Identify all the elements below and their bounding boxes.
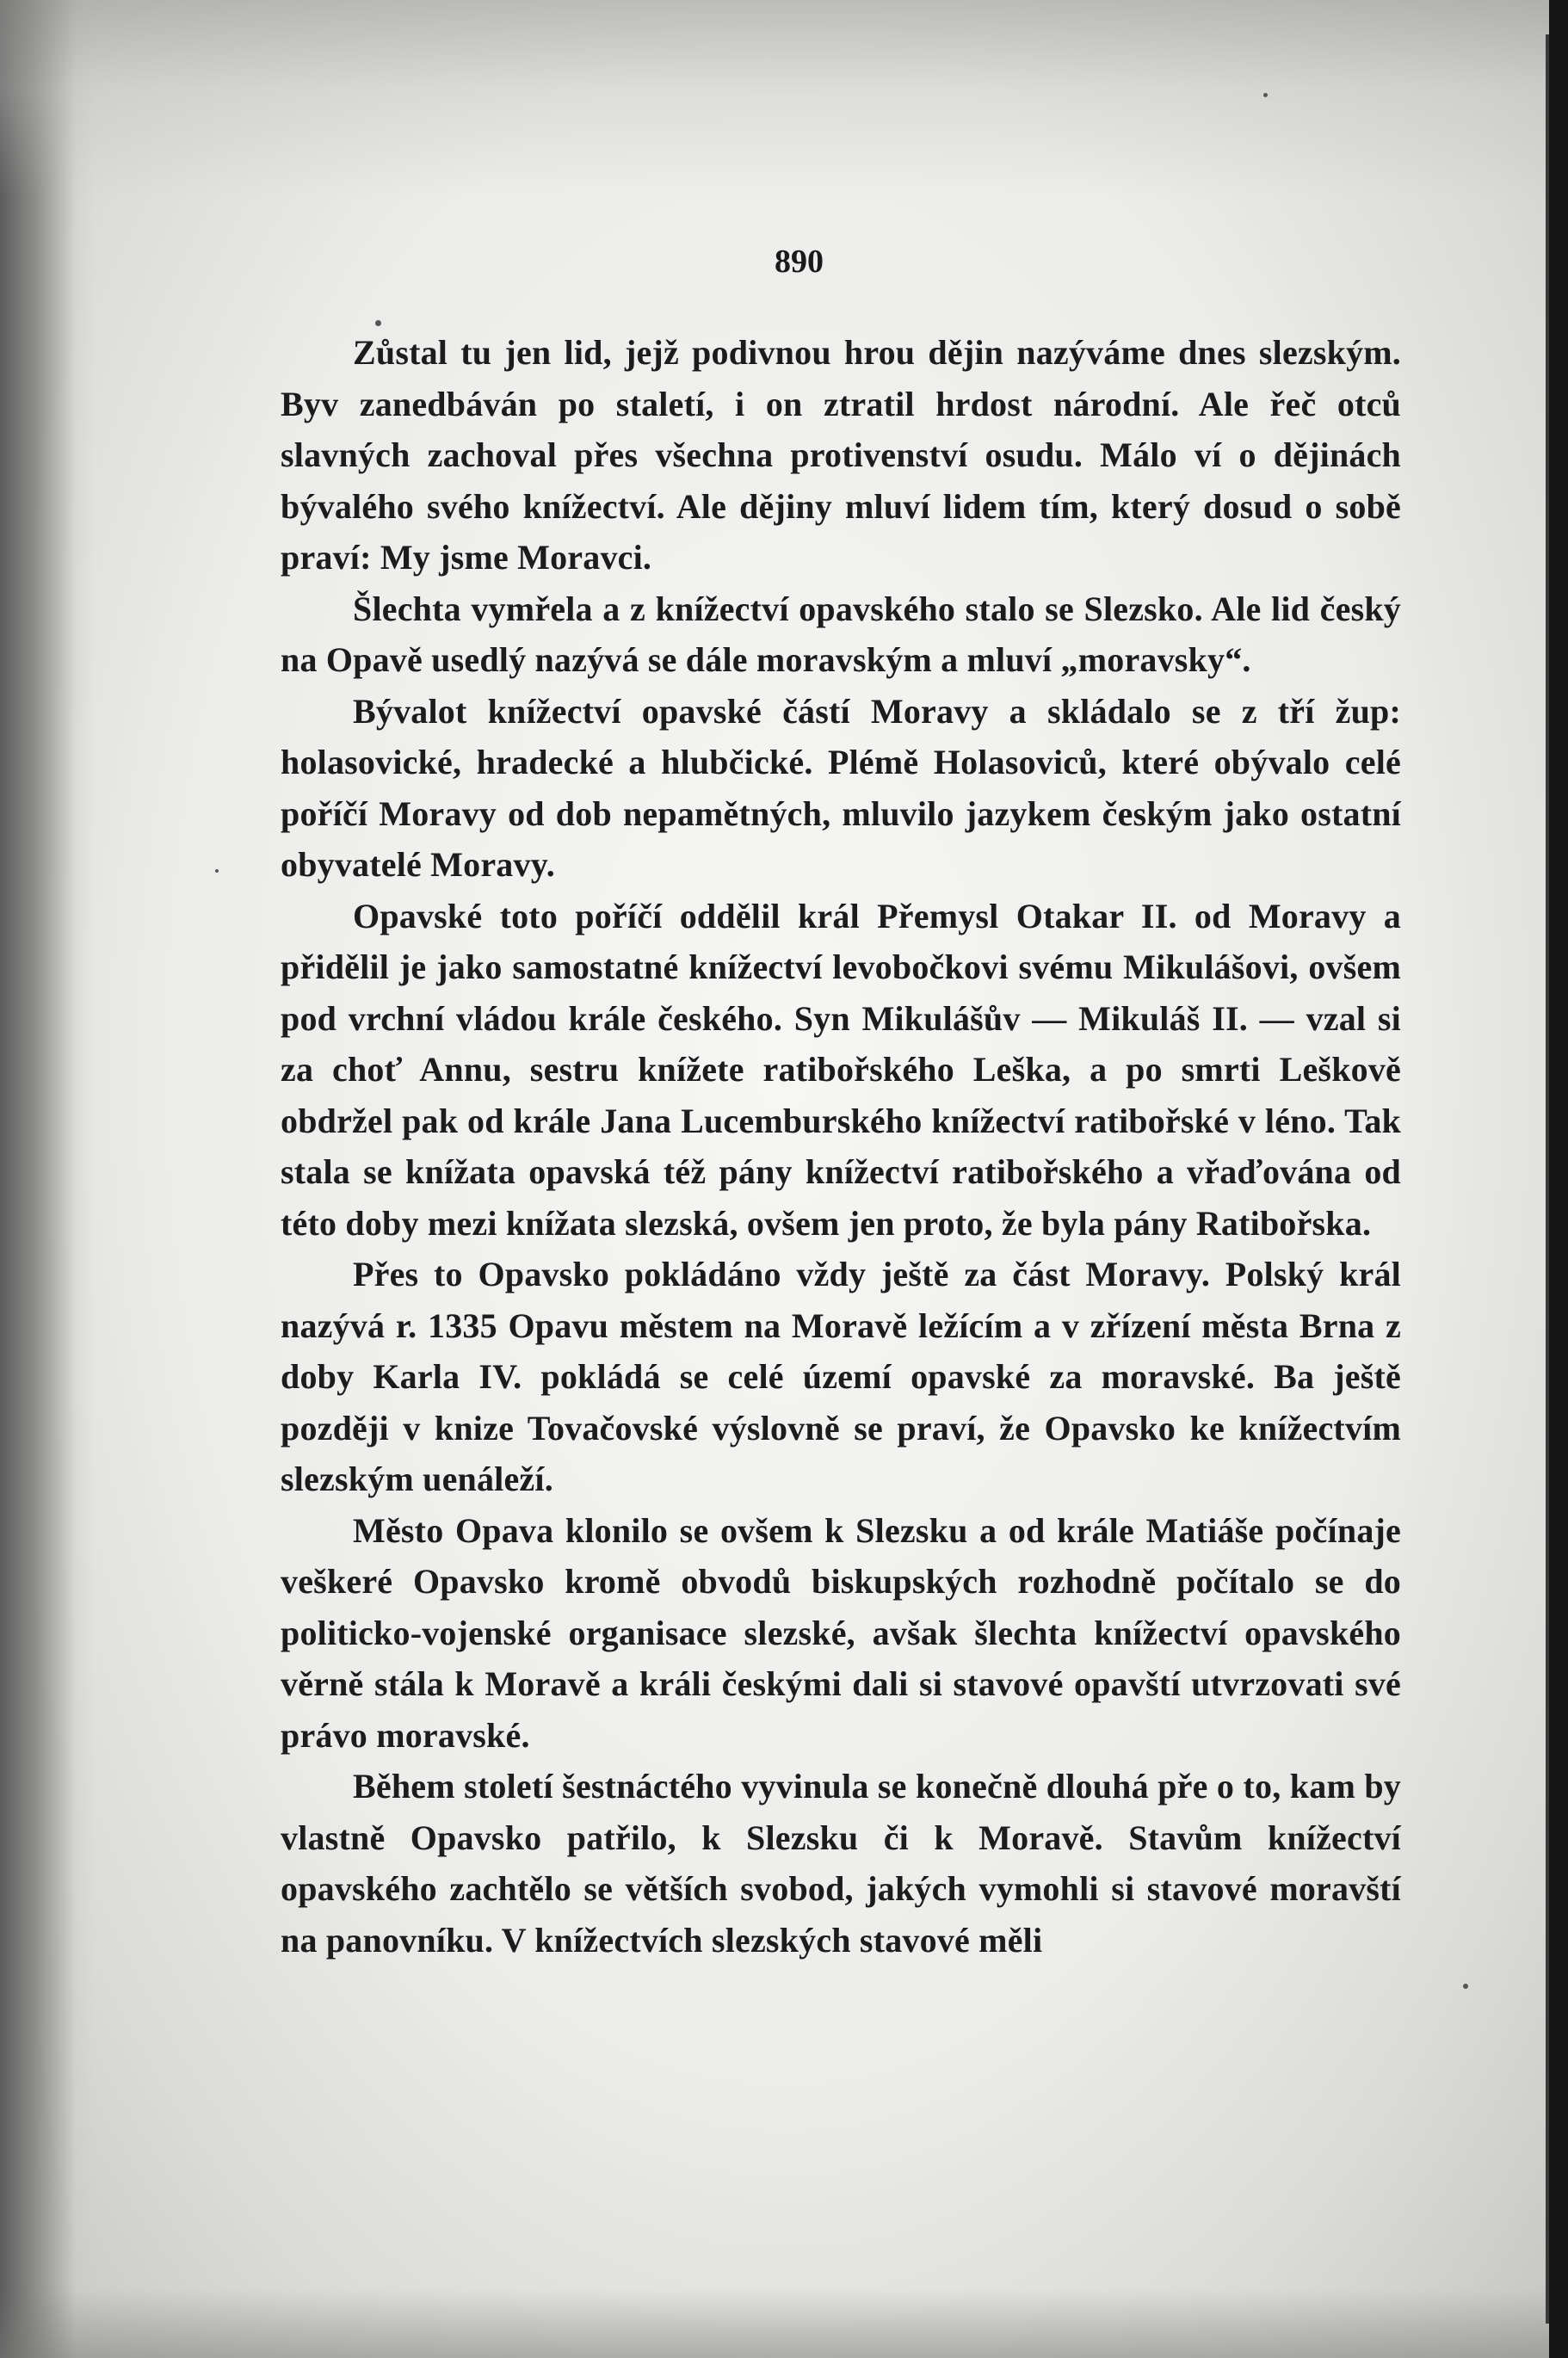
page-number: 890 [775, 244, 824, 280]
scan-speck [375, 320, 381, 326]
page-edge [1549, 0, 1568, 2358]
bottom-shadow [0, 2289, 1568, 2358]
scan-speck [1263, 93, 1268, 97]
scan-speck [1463, 1984, 1468, 1989]
scan-speck [215, 869, 219, 873]
paragraph: Během století šestnáctého vyvinula se konečně dlouhá pře o to, kam by vlastně Opavsko patřilo, k Slezsku či k Moravě. Stavům knížectví opavského zachtělo se větších svobod, jakých vymohli si stavové moravští na panovníku. V knížectvích slezských stavové měli [281, 1767, 1401, 1960]
paragraph: Šlechta vymřela a z knížectví opavského stalo se Slezsko. Ale lid český na Opavě usedlý nazývá se dále moravským a mluví „moravsky“. [281, 589, 1401, 679]
paragraph: Přes to Opavsko pokládáno vždy ještě za část Moravy. Polský král nazývá r. 1335 Opavu městem na Moravě ležícím a v zřízení města Brna z doby Karla IV. pokládá se celé území opavské za moravské. Ba ještě později v knize Tovačovské výslovně se praví, že Opavsko ke knížectvím slezským uenáleží. [281, 1255, 1401, 1498]
paragraph: Město Opava klonilo se ovšem k Slezsku a od krále Matiáše počínaje veškeré Opavsko kromě obvodů biskupských rozhodně počítalo se do politicko-vojenské organisace slezské, avšak šlechta knížectví opavského věrně stála k Moravě a králi českými dali si stavové opavští utvrzovati své právo moravské. [281, 1510, 1401, 1755]
page-body [281, 327, 1401, 1966]
paragraph: Bývalot knížectví opavské částí Moravy a skládalo se z tří žup: holasovické, hradecké a hlubčické. Plémě Holasoviců, které obývalo celé poříčí Moravy od dob nepamětných, mluvilo jazykem českým jako ostatní obyvatelé Moravy. [281, 691, 1401, 884]
paragraph: Zůstal tu jen lid, jejž podivnou hrou dějin nazýváme dnes slezským. Byv zanedbáván po staletí, i on ztratil hrdost národní. Ale řeč otců slavných zachoval přes všechna protivenství osudu. Málo ví o dějinách bývalého svého knížectví. Ale dějiny mluví lidem tím, který dosud o sobě praví: My jsme Moravci. [281, 333, 1401, 577]
paragraph: Opavské toto poříčí oddělil král Přemysl Otakar II. od Moravy a přidělil je jako samostatné knížectví levobočkovi svému Mikulášovi, ovšem pod vrchní vládou krále českého. Syn Mikulášův — Mikuláš II. — vzal si za choť Annu, sestru knížete ratibořského Leška, a po smrti Leškově obdržel pak od krále Jana Lucemburského knížectví ratibořské v léno. Tak stala se knížata opavská též pány knížectví ratibořského a vřaďována od této doby mezi knížata slezská, ovšem jen proto, že byla pány Ratibořska. [281, 896, 1401, 1243]
binding-shadow [0, 0, 95, 2358]
top-shadow [0, 0, 1568, 198]
